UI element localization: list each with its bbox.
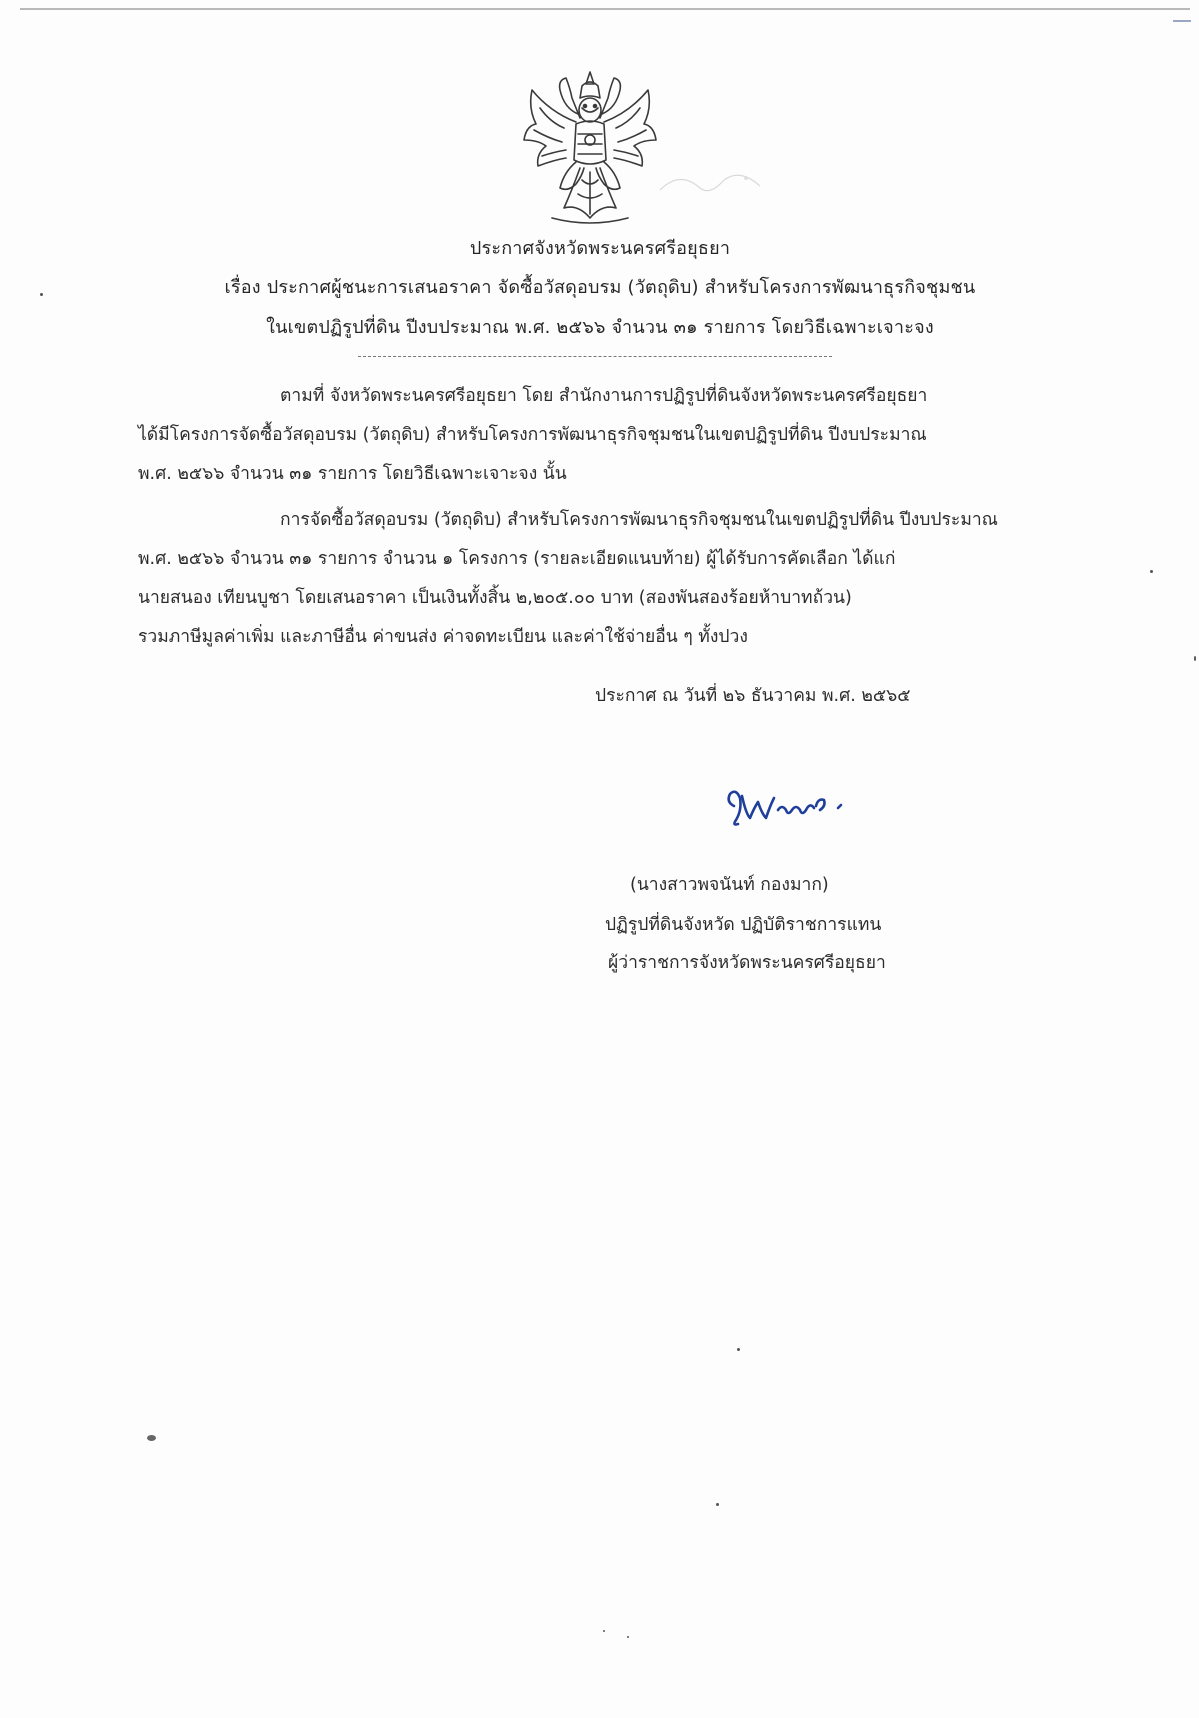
faint-stamp-mark bbox=[650, 160, 780, 210]
scan-speck bbox=[716, 1503, 719, 1506]
paragraph-2-line-4: รวมภาษีมูลค่าเพิ่ม และภาษีอื่น ค่าขนส่ง ค่าจดทะเบียน และค่าใช้จ่ายอื่น ๆ ทั้งปวง bbox=[138, 627, 748, 647]
subject-line-2: ในเขตปฏิรูปที่ดิน ปีงบประมาณ พ.ศ. ๒๕๖๖ จำนวน ๓๑ รายการ โดยวิธีเฉพาะเจาะจง bbox=[266, 317, 934, 338]
paragraph-1-line-3: พ.ศ. ๒๕๖๖ จำนวน ๓๑ รายการ โดยวิธีเฉพาะเจาะจง นั้น bbox=[138, 464, 567, 484]
scan-speck bbox=[737, 1348, 740, 1351]
paragraph-2-line-2: พ.ศ. ๒๕๖๖ จำนวน ๓๑ รายการ จำนวน ๑ โครงการ (รายละเอียดแนบท้าย) ผู้ได้รับการคัดเลือก ได้แก่ bbox=[138, 549, 896, 569]
signatory-position-2: ผู้ว่าราชการจังหวัดพระนครศรีอยุธยา bbox=[608, 953, 886, 973]
scan-border-line bbox=[20, 8, 1190, 10]
scan-speck bbox=[147, 1435, 156, 1441]
scan-speck bbox=[627, 1636, 629, 1638]
subject-line-1: เรื่อง ประกาศผู้ชนะการเสนอราคา จัดซื้อวัสดุอบรม (วัตถุดิบ) สำหรับโครงการพัฒนาธุรกิจชุมชน bbox=[224, 277, 976, 298]
garuda-emblem-icon bbox=[520, 68, 660, 228]
signatory-name: (นางสาวพจนันท์ กองมาก) bbox=[630, 875, 829, 895]
paragraph-2-line-3: นายสนอง เทียนบูชา โดยเสนอราคา เป็นเงินทั้งสิ้น ๒,๒๐๕.๐๐ บาท (สองพันสองร้อยห้าบาทถ้วน) bbox=[138, 588, 852, 608]
signatory-position-1: ปฏิรูปที่ดินจังหวัด ปฏิบัติราชการแทน bbox=[605, 915, 882, 935]
dashed-divider bbox=[358, 356, 832, 357]
paragraph-2-line-1: การจัดซื้อวัสดุอบรม (วัตถุดิบ) สำหรับโครงการพัฒนาธุรกิจชุมชนในเขตปฏิรูปที่ดิน ปีงบประมาณ bbox=[280, 510, 998, 530]
scan-speck bbox=[1150, 570, 1153, 573]
scan-speck bbox=[40, 293, 43, 296]
paragraph-1-line-2: ได้มีโครงการจัดซื้อวัสดุอบรม (วัตถุดิบ) สำหรับโครงการพัฒนาธุรกิจชุมชนในเขตปฏิรูปที่ดิน ปีงบประมาณ bbox=[138, 425, 927, 445]
announce-date: ประกาศ ณ วันที่ ๒๖ ธันวาคม พ.ศ. ๒๕๖๕ bbox=[595, 686, 911, 706]
paragraph-1-line-1: ตามที่ จังหวัดพระนครศรีอยุธยา โดย สำนักงานการปฏิรูปที่ดินจังหวัดพระนครศรีอยุธยา bbox=[280, 386, 928, 406]
scan-edge-mark bbox=[1173, 20, 1191, 22]
scan-speck bbox=[603, 1630, 605, 1632]
scan-speck bbox=[1194, 656, 1196, 661]
announcement-title: ประกาศจังหวัดพระนครศรีอยุธยา bbox=[469, 238, 731, 259]
handwritten-signature-icon bbox=[720, 780, 870, 840]
